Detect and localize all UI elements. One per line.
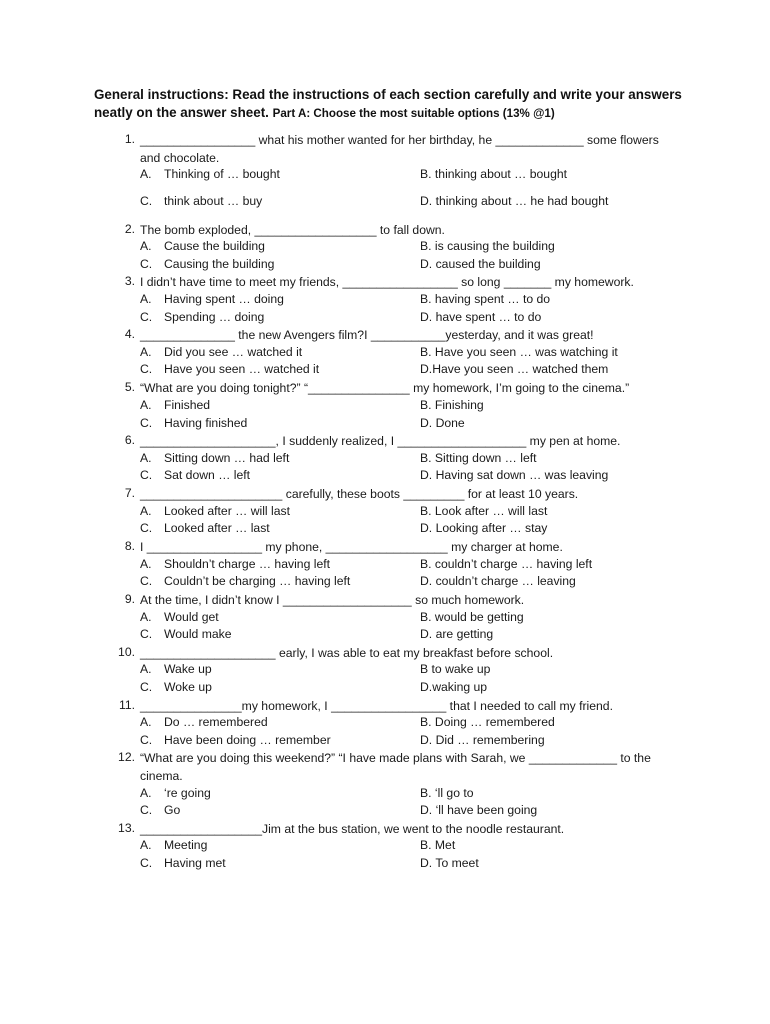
option-letter: A. — [140, 662, 152, 676]
option-b: B. Look after … will last — [420, 504, 548, 518]
option-text: Would get — [164, 610, 219, 624]
question-number: 9. — [124, 592, 135, 606]
question-stem: ____________________ early, I was able to eat my breakfast before school. — [140, 646, 554, 660]
option-letter: A. — [140, 504, 152, 518]
option-letter: A. — [140, 715, 152, 729]
option-c — [140, 194, 262, 208]
option-text: Finished — [164, 398, 211, 412]
question-stem: “What are you doing this weekend?” “I have made plans with Sarah, we _____________ to the cinema. — [140, 751, 651, 783]
option-d: D. thinking about … he had bought — [420, 194, 609, 208]
option-letter: C. — [140, 627, 153, 641]
question-number: 5. — [124, 380, 135, 394]
option-letter: A. — [140, 292, 152, 306]
option-letter: A. — [140, 557, 152, 571]
option-d: D. To meet — [420, 856, 479, 870]
option-letter: C. — [140, 194, 153, 208]
question-stem: “What are you doing tonight?” “_______________ my homework, I’m going to the cinema.” — [140, 381, 630, 395]
question-stem: _________________ what his mother wanted for her birthday, he _____________ some flowers and chocolate. — [140, 133, 659, 165]
option-letter: C. — [140, 680, 153, 694]
option-letter: C. — [140, 574, 153, 588]
option-b: B. thinking about … bought — [420, 167, 568, 181]
question-number: 8. — [124, 539, 135, 553]
option-text: Looked after … will last — [164, 504, 290, 518]
option-b: B. Sitting down … left — [420, 451, 537, 465]
option-a — [140, 715, 268, 729]
option-b: B. is causing the building — [420, 239, 555, 253]
option-text: Sitting down … had left — [164, 451, 290, 465]
option-c — [140, 468, 250, 482]
option-text: think about … buy — [164, 194, 263, 208]
option-a — [140, 345, 302, 359]
option-letter: A. — [140, 345, 152, 359]
option-text: Sat down … left — [164, 468, 251, 482]
option-letter: C. — [140, 310, 153, 324]
question-number: 6. — [124, 433, 135, 447]
option-d: D. Having sat down … was leaving — [420, 468, 609, 482]
option-text: Meeting — [164, 838, 208, 852]
option-a — [140, 292, 284, 306]
option-a — [140, 451, 289, 465]
option-letter: C. — [140, 521, 153, 535]
option-letter: C. — [140, 362, 153, 376]
option-text: Have you seen … watched it — [164, 362, 320, 376]
option-c — [140, 310, 264, 324]
question-number: 2. — [124, 222, 135, 236]
option-letter: C. — [140, 257, 153, 271]
option-text: Would make — [164, 627, 232, 641]
option-c — [140, 521, 270, 535]
option-text: ‘re going — [164, 786, 211, 800]
option-text: Woke up — [164, 680, 212, 694]
option-b: B. having spent … to do — [420, 292, 551, 306]
option-c — [140, 803, 180, 817]
option-c — [140, 733, 331, 747]
option-c — [140, 416, 247, 430]
option-text: Do … remembered — [164, 715, 268, 729]
option-a — [140, 786, 211, 800]
option-letter: C. — [140, 733, 153, 747]
question-number: 13. — [118, 821, 135, 835]
option-letter: A. — [140, 451, 152, 465]
question-stem: ______________ the new Avengers film?I ___________yesterday, and it was great! — [140, 328, 594, 342]
question-stem: I didn’t have time to meet my friends, _________________ so long _______ my homework. — [140, 275, 634, 289]
option-b: B. couldn’t charge … having left — [420, 557, 593, 571]
option-text: Couldn’t be charging … having left — [164, 574, 351, 588]
option-text: Shouldn’t charge … having left — [164, 557, 330, 571]
question-stem: __________________Jim at the bus station, we went to the noodle restaurant. — [140, 822, 565, 836]
question-stem: At the time, I didn’t know I ___________________ so much homework. — [140, 593, 525, 607]
option-c — [140, 362, 319, 376]
instructions-text: General instructions: Read the instructions of each section carefully and write your answers neatly on the answer sheet. — [94, 87, 682, 120]
option-d: D. ‘ll have been going — [420, 803, 538, 817]
question-number: 3. — [124, 274, 135, 288]
option-d: D. are getting — [420, 627, 494, 641]
option-b: B. ‘ll go to — [420, 786, 474, 800]
question-number: 11. — [118, 698, 135, 712]
option-a — [140, 838, 207, 852]
option-text: Having finished — [164, 416, 248, 430]
option-d: D. Done — [420, 416, 465, 430]
option-b: B. Met — [420, 838, 456, 852]
question-stem: _____________________ carefully, these boots _________ for at least 10 years. — [140, 487, 579, 501]
option-text: Having spent … doing — [164, 292, 284, 306]
option-letter: C. — [140, 856, 153, 870]
option-b: B. Have you seen … was watching it — [420, 345, 618, 359]
option-b: B. Finishing — [420, 398, 484, 412]
general-instructions — [94, 86, 694, 123]
option-c — [140, 257, 274, 271]
option-b: B. would be getting — [420, 610, 524, 624]
option-letter: C. — [140, 416, 153, 430]
option-letter: A. — [140, 398, 152, 412]
question-stem: I _________________ my phone, __________________ my charger at home. — [140, 540, 563, 554]
option-d: D.waking up — [420, 680, 488, 694]
option-text: Looked after … last — [164, 521, 270, 535]
option-c — [140, 627, 232, 641]
option-a — [140, 239, 265, 253]
option-letter: A. — [140, 610, 152, 624]
option-d: D. Looking after … stay — [420, 521, 548, 535]
option-text: Go — [164, 803, 181, 817]
question-stem: The bomb exploded, __________________ to fall down. — [140, 223, 445, 237]
option-d: D. have spent … to do — [420, 310, 542, 324]
question-number: 4. — [124, 327, 135, 341]
option-text: Having met — [164, 856, 226, 870]
option-b: B to wake up — [420, 662, 491, 676]
option-text: Did you see … watched it — [164, 345, 303, 359]
option-a — [140, 610, 219, 624]
option-letter: C. — [140, 468, 153, 482]
option-letter: A. — [140, 239, 152, 253]
option-text: Spending … doing — [164, 310, 265, 324]
option-text: Cause the building — [164, 239, 265, 253]
question-stem: ____________________, I suddenly realized, I ___________________ my pen at home. — [140, 434, 621, 448]
option-d: D.Have you seen … watched them — [420, 362, 609, 376]
option-a — [140, 167, 280, 181]
option-a — [140, 662, 212, 676]
option-letter: A. — [140, 838, 152, 852]
part-a-heading: Part A: Choose the most suitable options (13% @1) — [272, 107, 555, 120]
question-stem: _______________my homework, I _________________ that I needed to call my friend. — [140, 699, 613, 713]
option-a — [140, 557, 330, 571]
option-a — [140, 504, 290, 518]
question-number: 1. — [124, 132, 135, 146]
option-d: D. Did … remembering — [420, 733, 545, 747]
option-c — [140, 856, 226, 870]
option-letter: A. — [140, 786, 152, 800]
option-d: D. couldn’t charge … leaving — [420, 574, 576, 588]
option-a — [140, 398, 210, 412]
option-c — [140, 574, 350, 588]
option-text: Thinking of … bought — [164, 167, 280, 181]
question-number: 7. — [124, 486, 135, 500]
option-d: D. caused the building — [420, 257, 541, 271]
option-letter: C. — [140, 803, 153, 817]
question-number: 12. — [118, 750, 135, 764]
option-text: Causing the building — [164, 257, 275, 271]
option-b: B. Doing … remembered — [420, 715, 555, 729]
option-letter: A. — [140, 167, 152, 181]
option-text: Have been doing … remember — [164, 733, 331, 747]
option-text: Wake up — [164, 662, 212, 676]
question-number: 10. — [118, 645, 135, 659]
option-c — [140, 680, 212, 694]
